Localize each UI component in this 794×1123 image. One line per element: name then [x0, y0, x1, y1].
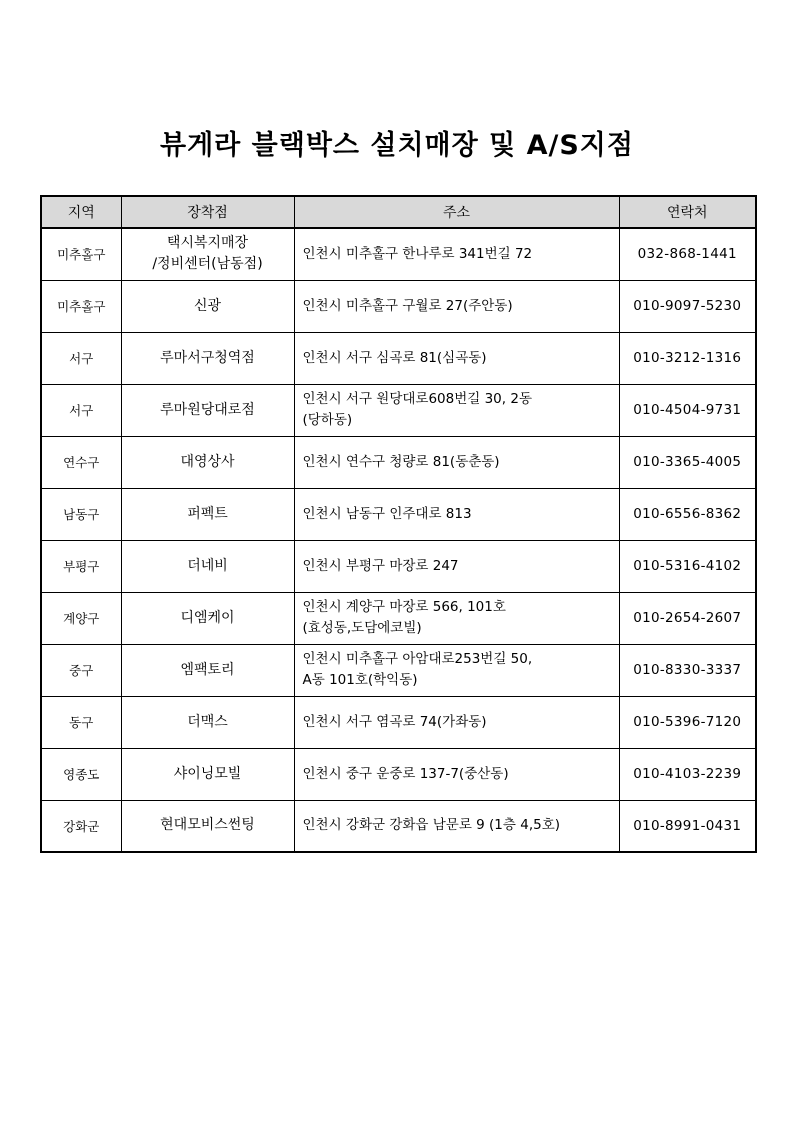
cell-region: 영종도: [41, 748, 121, 800]
address-line: 인천시 부평구 마장로 247: [302, 557, 459, 574]
table-row: [41, 384, 756, 436]
cell-address: [294, 280, 619, 332]
store-name-line: 더네비: [187, 557, 228, 574]
cell-store: [121, 592, 294, 644]
cell-region: 부평구: [41, 540, 121, 592]
cell-store: [121, 644, 294, 696]
cell-phone: 010-8330-3337: [619, 644, 756, 696]
cell-address: [294, 592, 619, 644]
table-row: [41, 800, 756, 852]
cell-phone: 032-868-1441: [619, 228, 756, 280]
cell-store: [121, 696, 294, 748]
cell-address: [294, 488, 619, 540]
store-name-line: /정비센터(남동점): [152, 256, 263, 273]
cell-address: [294, 540, 619, 592]
store-name-line: 엠팩토리: [180, 661, 235, 678]
cell-address: [294, 332, 619, 384]
cell-address: [294, 800, 619, 852]
cell-store: [121, 436, 294, 488]
cell-phone: 010-4504-9731: [619, 384, 756, 436]
cell-phone: 010-5316-4102: [619, 540, 756, 592]
cell-store: [121, 488, 294, 540]
table-header-row: [41, 196, 756, 228]
header-phone: 연락처: [619, 196, 756, 228]
cell-region: 강화군: [41, 800, 121, 852]
cell-region: 연수구: [41, 436, 121, 488]
cell-phone: 010-6556-8362: [619, 488, 756, 540]
cell-store: [121, 228, 294, 280]
table-row: [41, 644, 756, 696]
cell-address: [294, 748, 619, 800]
cell-region: 동구: [41, 696, 121, 748]
address-line: 인천시 남동구 인주대로 813: [302, 505, 472, 522]
store-name-line: 더맥스: [187, 713, 228, 730]
cell-store: [121, 332, 294, 384]
address-line: 인천시 계양구 마장로 566, 101호: [302, 599, 506, 615]
address-line: (효성동,도담에코빌): [302, 620, 422, 636]
cell-phone: 010-9097-5230: [619, 280, 756, 332]
cell-address: [294, 228, 619, 280]
cell-region: 계양구: [41, 592, 121, 644]
table-row: [41, 696, 756, 748]
address-line: 인천시 연수구 청량로 81(동춘동): [302, 453, 500, 470]
table-row: [41, 592, 756, 644]
table-row: [41, 748, 756, 800]
cell-store: [121, 384, 294, 436]
address-line: 인천시 미추홀구 한나루로 341번길 72: [302, 245, 533, 262]
address-line: A동 101호(학익동): [302, 672, 418, 688]
table-row: [41, 488, 756, 540]
cell-phone: 010-4103-2239: [619, 748, 756, 800]
header-store: 장착점: [121, 196, 294, 228]
cell-address: [294, 696, 619, 748]
cell-phone: 010-3365-4005: [619, 436, 756, 488]
cell-address: [294, 436, 619, 488]
address-line: 인천시 미추홀구 구월로 27(주안동): [302, 297, 513, 314]
table-row: [41, 540, 756, 592]
address-line: 인천시 미추홀구 아암대로253번길 50,: [302, 651, 533, 667]
cell-phone: 010-2654-2607: [619, 592, 756, 644]
cell-region: 서구: [41, 384, 121, 436]
address-line: 인천시 중구 운중로 137-7(중산동): [302, 765, 509, 782]
cell-phone: 010-5396-7120: [619, 696, 756, 748]
cell-region: 남동구: [41, 488, 121, 540]
store-name-line: 현대모비스썬팅: [160, 817, 255, 834]
address-line: 인천시 서구 원당대로608번길 30, 2동: [302, 391, 532, 407]
address-line: (당하동): [302, 412, 353, 428]
table-body: [41, 228, 756, 852]
cell-region: 중구: [41, 644, 121, 696]
store-name-line: 루마원당대로점: [160, 401, 255, 418]
cell-address: [294, 644, 619, 696]
store-table: [40, 195, 757, 853]
cell-region: 미추홀구: [41, 228, 121, 280]
cell-store: [121, 748, 294, 800]
page-title: 뷰게라 블랙박스 설치매장 및 A/S지점: [160, 130, 634, 161]
cell-region: 미추홀구: [41, 280, 121, 332]
cell-phone: 010-8991-0431: [619, 800, 756, 852]
table-row: [41, 332, 756, 384]
cell-store: [121, 540, 294, 592]
cell-store: [121, 800, 294, 852]
store-name-line: 택시복지매장: [166, 235, 249, 252]
store-name-line: 대영상사: [180, 453, 235, 470]
cell-store: [121, 280, 294, 332]
address-line: 인천시 서구 염곡로 74(가좌동): [302, 713, 487, 730]
cell-phone: 010-3212-1316: [619, 332, 756, 384]
address-line: 인천시 강화군 강화읍 남문로 9 (1층 4,5호): [302, 817, 561, 834]
store-name-line: 퍼펙트: [187, 505, 228, 522]
store-name-line: 루마서구청역점: [160, 349, 255, 366]
cell-address: [294, 384, 619, 436]
header-region: 지역: [41, 196, 121, 228]
store-name-line: 신광: [193, 297, 222, 314]
table-row: [41, 280, 756, 332]
store-name-line: 샤이닝모빌: [173, 765, 242, 782]
header-address: 주소: [294, 196, 619, 228]
table-row: [41, 228, 756, 280]
address-line: 인천시 서구 심곡로 81(심곡동): [302, 349, 487, 366]
store-name-line: 디엠케이: [180, 609, 235, 626]
cell-region: 서구: [41, 332, 121, 384]
table-row: [41, 436, 756, 488]
